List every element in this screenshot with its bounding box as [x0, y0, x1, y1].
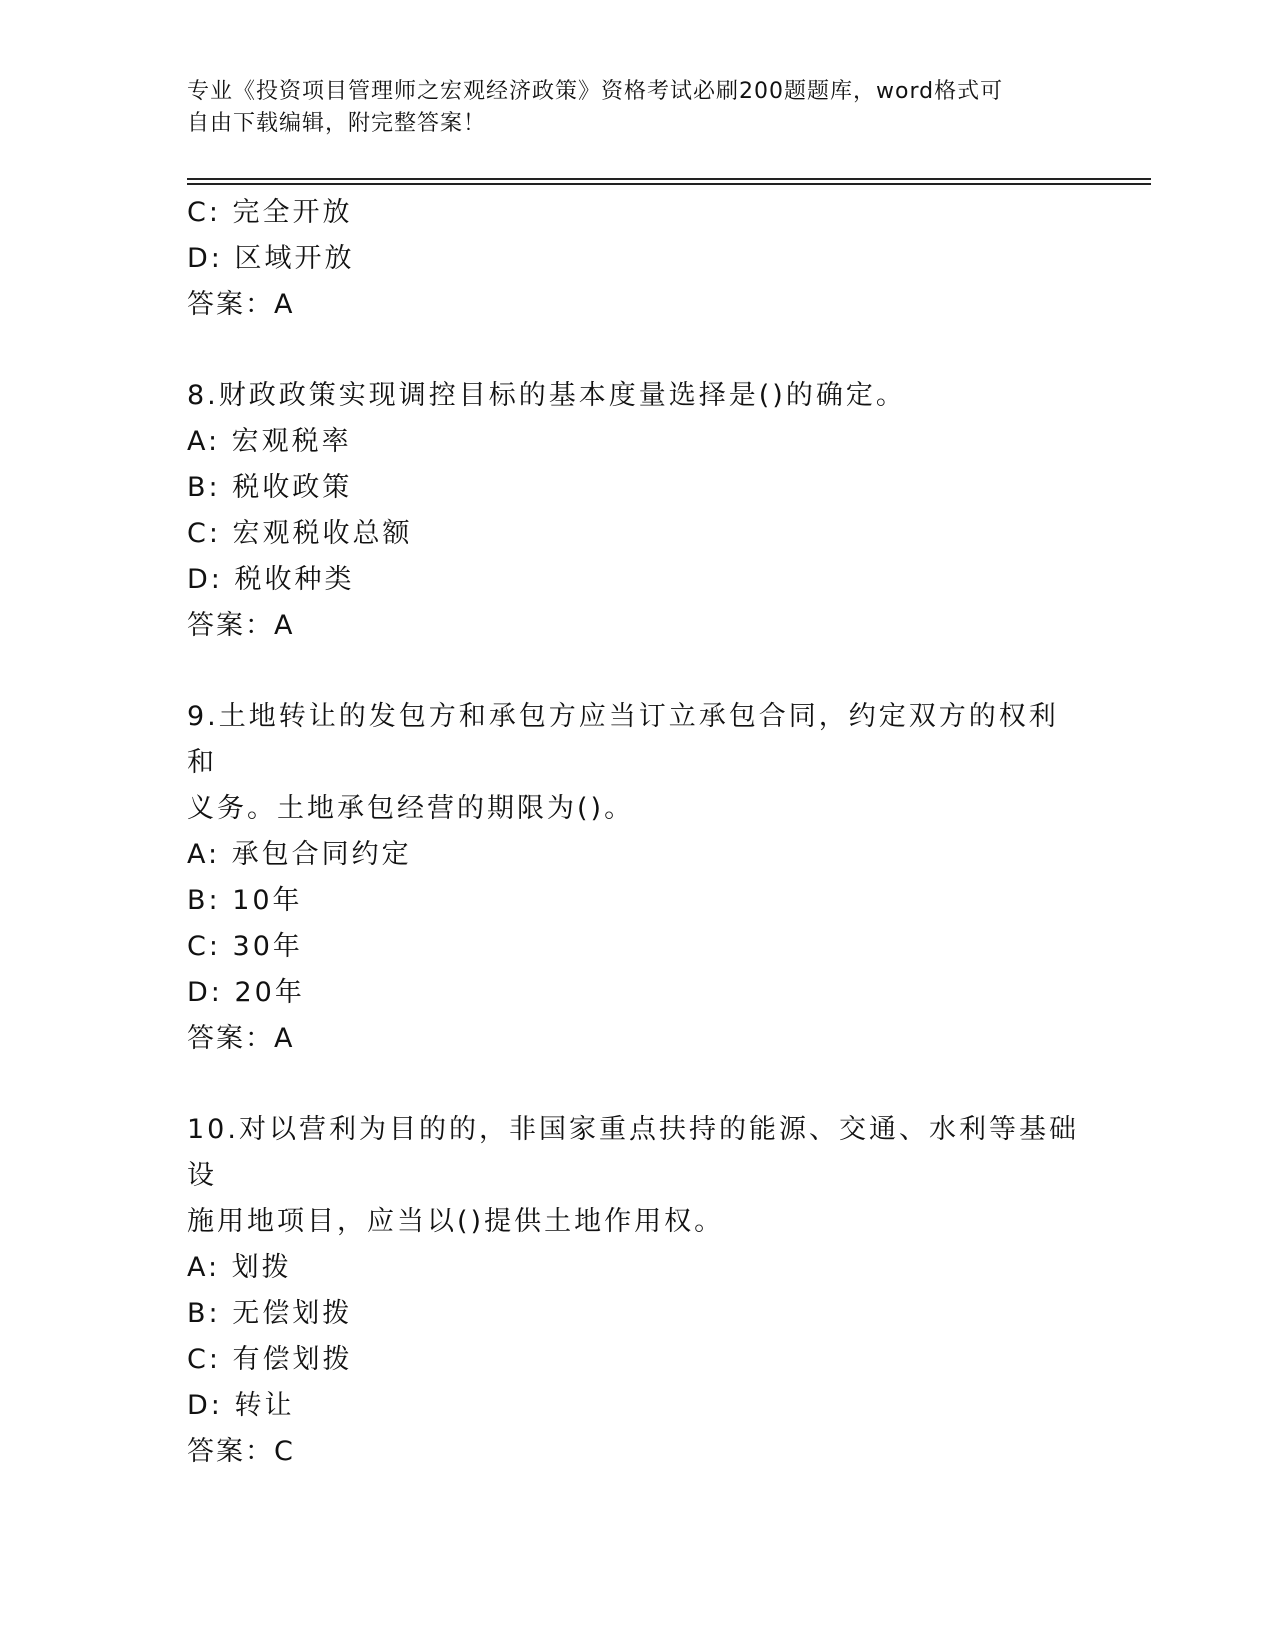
spacer	[187, 649, 1087, 694]
document-header	[187, 76, 1087, 140]
header-line-1: 专业《投资项目管理师之宏观经济政策》资格考试必刷200题题库，word格式可	[187, 79, 1004, 104]
option-c: C: 宏观税收总额	[187, 518, 413, 549]
answer-line: 答案：A	[187, 1023, 295, 1054]
option-d: D: 区域开放	[187, 243, 355, 274]
option-d: D: 转让	[187, 1390, 295, 1421]
question-stem-line-2: 施用地项目，应当以()提供土地作用权。	[187, 1206, 725, 1237]
option-a: A: 划拨	[187, 1252, 292, 1283]
option-d: D: 20年	[187, 977, 305, 1008]
option-b: B: 税收政策	[187, 472, 353, 503]
question-stem-line-1: 10.对以营利为目的的，非国家重点扶持的能源、交通、水利等基础设	[187, 1114, 1079, 1191]
option-c: C: 30年	[187, 931, 303, 962]
question-8	[187, 373, 1087, 649]
header-divider-bottom	[187, 183, 1151, 185]
question-stem: 8.财政政策实现调控目标的基本度量选择是()的确定。	[187, 380, 906, 411]
option-a: A: 承包合同约定	[187, 839, 412, 870]
header-line-2: 自由下载编辑，附完整答案！	[187, 111, 487, 136]
header-divider-top	[187, 178, 1151, 180]
question-9	[187, 694, 1087, 1062]
document-body	[187, 190, 1087, 1475]
spacer	[187, 1062, 1087, 1107]
spacer	[187, 328, 1087, 373]
option-a: A: 宏观税率	[187, 426, 352, 457]
question-7-tail	[187, 190, 1087, 328]
question-stem-line-2: 义务。土地承包经营的期限为()。	[187, 793, 635, 824]
answer-line: 答案：C	[187, 1436, 295, 1467]
answer-line: 答案：A	[187, 289, 295, 320]
option-b: B: 无偿划拨	[187, 1298, 353, 1329]
option-b: B: 10年	[187, 885, 303, 916]
question-10	[187, 1107, 1087, 1475]
option-c: C: 完全开放	[187, 197, 353, 228]
option-d: D: 税收种类	[187, 564, 355, 595]
option-c: C: 有偿划拨	[187, 1344, 353, 1375]
answer-line: 答案：A	[187, 610, 295, 641]
question-stem-line-1: 9.土地转让的发包方和承包方应当订立承包合同，约定双方的权利和	[187, 701, 1059, 778]
